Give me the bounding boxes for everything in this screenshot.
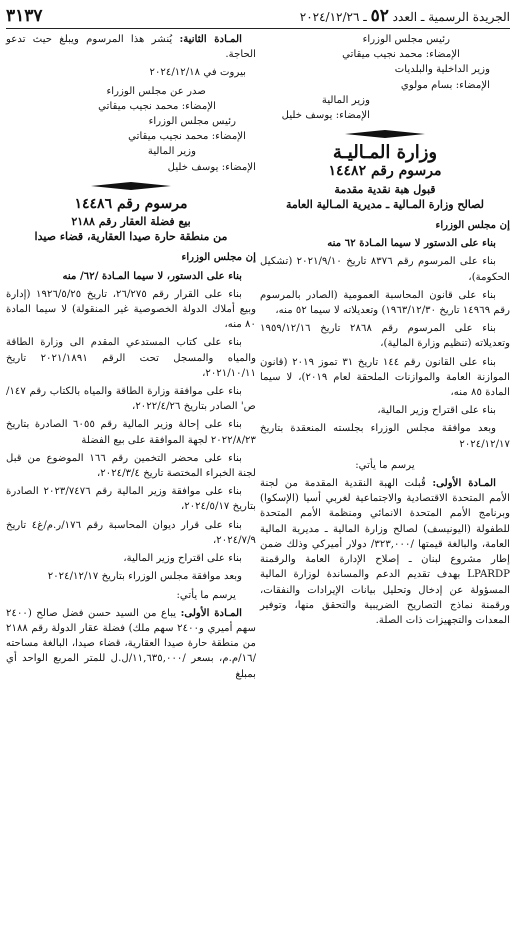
recital: بناء على القرار رقم ٢٦/٢٧٥، تاريخ ١٩٢٦/٥/٢٥ (إدارة وبيع أملاك الدولة الخصوصية غير المنقولة) لا سيما المادة ٨٠ منه، <box>6 288 256 331</box>
signature-line: وزير المالية <box>147 146 196 158</box>
right-column <box>260 32 510 631</box>
left-column <box>6 32 256 685</box>
article-1 <box>260 476 510 628</box>
ministry-title: وزارة المـاليـة <box>332 142 438 164</box>
signature-line: الإمضاء: بسام مولوي <box>400 79 490 91</box>
decree-subject-2: لصالح وزارة المـالية ـ مديرية المـالية العامة <box>285 197 485 211</box>
signature-line: رئيس مجلس الوزراء <box>148 116 236 128</box>
previous-decree-signatures <box>260 32 510 123</box>
recital: بناء على كتاب المستدعي المقدم الى وزارة الطاقة والمياه والمسجل تحت الرقم ٢٠٢١/١٨٩١ تاريخ ٢٠٢١/١٠/١١، <box>6 337 256 379</box>
recital: وبعد موافقة مجلس الوزراء بجلسته المنعقدة بتاريخ ٢٠٢٤/١٢/١٧ <box>260 423 510 450</box>
article-text: قُبلت الهبة النقدية المقدمة من لجنة الأمم المتحدة الاقتصادية والاجتماعية لغربي أسيا (الإسكوا) وبرنامج الأمم المتحدة الانمائي ومنظمة الأمم المتحدة للطفولة (اليونيسف) لصالح وزارة المالية ـ مديرية المالية العامة، والبالغة قيمتها /٣٢٣,٠٠٠/ دولار أميركي وذلك ضمن إطار مشروع لبنان ـ إصلاح الإدارة العامة والرقمنة LPARDP بهدف تقديم الدعم والمساندة لوزارة المالية المسؤولة عن إدخال وتحليل بيانات الإيرادات والنفقات، ورقمنة نماذج التصاريح الضريبية والتحقق منها، وتوفير المعدات والتجهيزات ذات الصلة. <box>260 478 511 626</box>
section-separator <box>91 181 171 191</box>
decree-number: مرسوم رقم ١٤٤٨٢ <box>328 163 442 180</box>
page-number: ٣١٣٧ <box>6 6 43 26</box>
issue-date: ـ ٢٠٢٤/١٢/٢٦ <box>299 10 367 24</box>
recital: بناء على قانون المحاسبة العمومية (الصادر بالمرسوم رقم ١٤٩٦٩ تاريخ ١٩٦٣/١٢/٣٠) وتعديلاته لا سيما ٥٢ منه، <box>260 289 510 317</box>
constitutional-basis: بناء على الدستور، لا سيما المـادة /٦٢/ منه <box>62 269 242 282</box>
recital: بناء على موافقة وزارة الطاقة والمياه بالكتاب رقم ١٤٧/ص' الصادر بتاريخ ٢٠٢٢/٤/٢٦، <box>6 386 256 413</box>
page-header <box>6 4 510 29</box>
recital: بناء على المرسوم رقم ٢٨٦٨ تاريخ ١٩٥٩/١٢/١٦ وتعديلاته (تنظيم وزارة المالية)، <box>260 323 510 350</box>
decree-subject: قبول هبة نقدية مقدمة <box>334 182 436 196</box>
article-label: المـادة الثانية: <box>179 33 242 45</box>
issuing-authority: إن مجلس الوزراء <box>181 251 256 264</box>
section-separator <box>345 129 425 139</box>
article-text: يباع من السيد حسن فضل صالح (٢٤٠٠ سهم أميري و٢٤٠٠ سهم ملك) فضلة عقار الدولة رقم ٢١٨٨ من منطقة حارة صيدا العقارية، قضاء صيدا، البالغة مساحته /١٦/م.م، بسعر /١١,٦٣٥,٠٠٠/ل.ل للمتر المربع الواحد أي بمبلغ <box>6 607 256 680</box>
article-1 <box>6 606 256 682</box>
article-label: المـادة الأولى: <box>432 477 496 490</box>
recital: بناء على المرسوم رقم ٨٣٧٦ تاريخ ٢٠٢١/٩/١٠ (تشكيل الحكومة)، <box>260 256 510 283</box>
article-2 <box>6 32 256 62</box>
constitutional-basis: بناء على الدستور لا سيما المـادة ٦٢ منه <box>327 237 496 250</box>
recital: بناء على إحالة وزير المالية رقم ٦٠٥٥ الصادرة بتاريخ ٢٠٢٢/٨/٢٣ لجهة الموافقة على بيع الفضلة <box>6 419 256 446</box>
signature-line: رئيس مجلس الوزراء <box>362 34 450 45</box>
issued-by: صدر عن مجلس الوزراء <box>106 85 206 97</box>
place-date: بيروت في ٢٠٢٤/١٢/١٨ <box>149 67 246 79</box>
header-gazette-info <box>300 6 510 26</box>
signature-line: وزير الداخلية والبلديات <box>394 64 490 76</box>
issuing-authority: إن مجلس الوزراء <box>435 219 510 232</box>
signature-line: الإمضاء: محمد نجيب ميقاتي <box>98 100 216 112</box>
issue-number: ٥٢ <box>370 6 389 26</box>
recital: بناء على موافقة وزير المالية رقم ٢٠٢٣/٧٤٧٦ الصادرة بتاريخ ٢٠٢٤/٥/١٧، <box>6 486 256 513</box>
decree-subject: بيع فضلة العقار رقم ٢١٨٨ <box>71 215 191 229</box>
article-label: المـادة الأولى: <box>180 606 242 619</box>
decree-number: مرسوم رقم ١٤٤٨٦ <box>74 195 188 212</box>
article-text: يُنشر هذا المرسوم ويبلغ حيث تدعو الحاجة. <box>6 34 256 61</box>
signature-line: الإمضاء: يوسف خليل <box>167 161 256 173</box>
recital: بناء على القانون رقم ١٤٤ تاريخ ٣١ تموز ٢٠١٩ (قانون الموازنة العامة والموازنات الملحقة لعام ٢٠١٩)، لا سيما المادة ٨٥ منه، <box>260 356 510 399</box>
signature-line: الإمضاء: محمد نجيب ميقاتي <box>342 49 460 61</box>
recital: بناء على اقتراح وزير المالية، <box>377 405 496 417</box>
signature-line: الإمضاء: محمد نجيب ميقاتي <box>128 131 246 143</box>
decrees-heading: يرسم ما يأتي: <box>176 589 236 601</box>
decree-subject-2: من منطقة حارة صيدا العقارية، قضاء صيدا <box>34 230 228 244</box>
recital: بناء على اقتراح وزير المالية، <box>123 553 242 565</box>
gazette-name: الجريدة الرسمية ـ العدد <box>392 10 510 24</box>
signature-line: الإمضاء: يوسف خليل <box>281 110 370 122</box>
signature-line: وزير المالية <box>321 94 370 106</box>
decrees-heading: يرسم ما يأتي: <box>355 459 415 471</box>
recital: بناء على محضر التخمين رقم ١٦٦ الموضوع من قبل لجنة الخبراء المختصة تاريخ ٢٠٢٤/٣/٤، <box>6 452 256 480</box>
recital: وبعد موافقة مجلس الوزراء بتاريخ ٢٠٢٤/١٢/١٧ <box>47 571 242 583</box>
recital: بناء على قرار ديوان المحاسبة رقم ١٧٦/ر.م/غ٤ تاريخ ٢٠٢٤/٧/٩، <box>6 519 256 546</box>
